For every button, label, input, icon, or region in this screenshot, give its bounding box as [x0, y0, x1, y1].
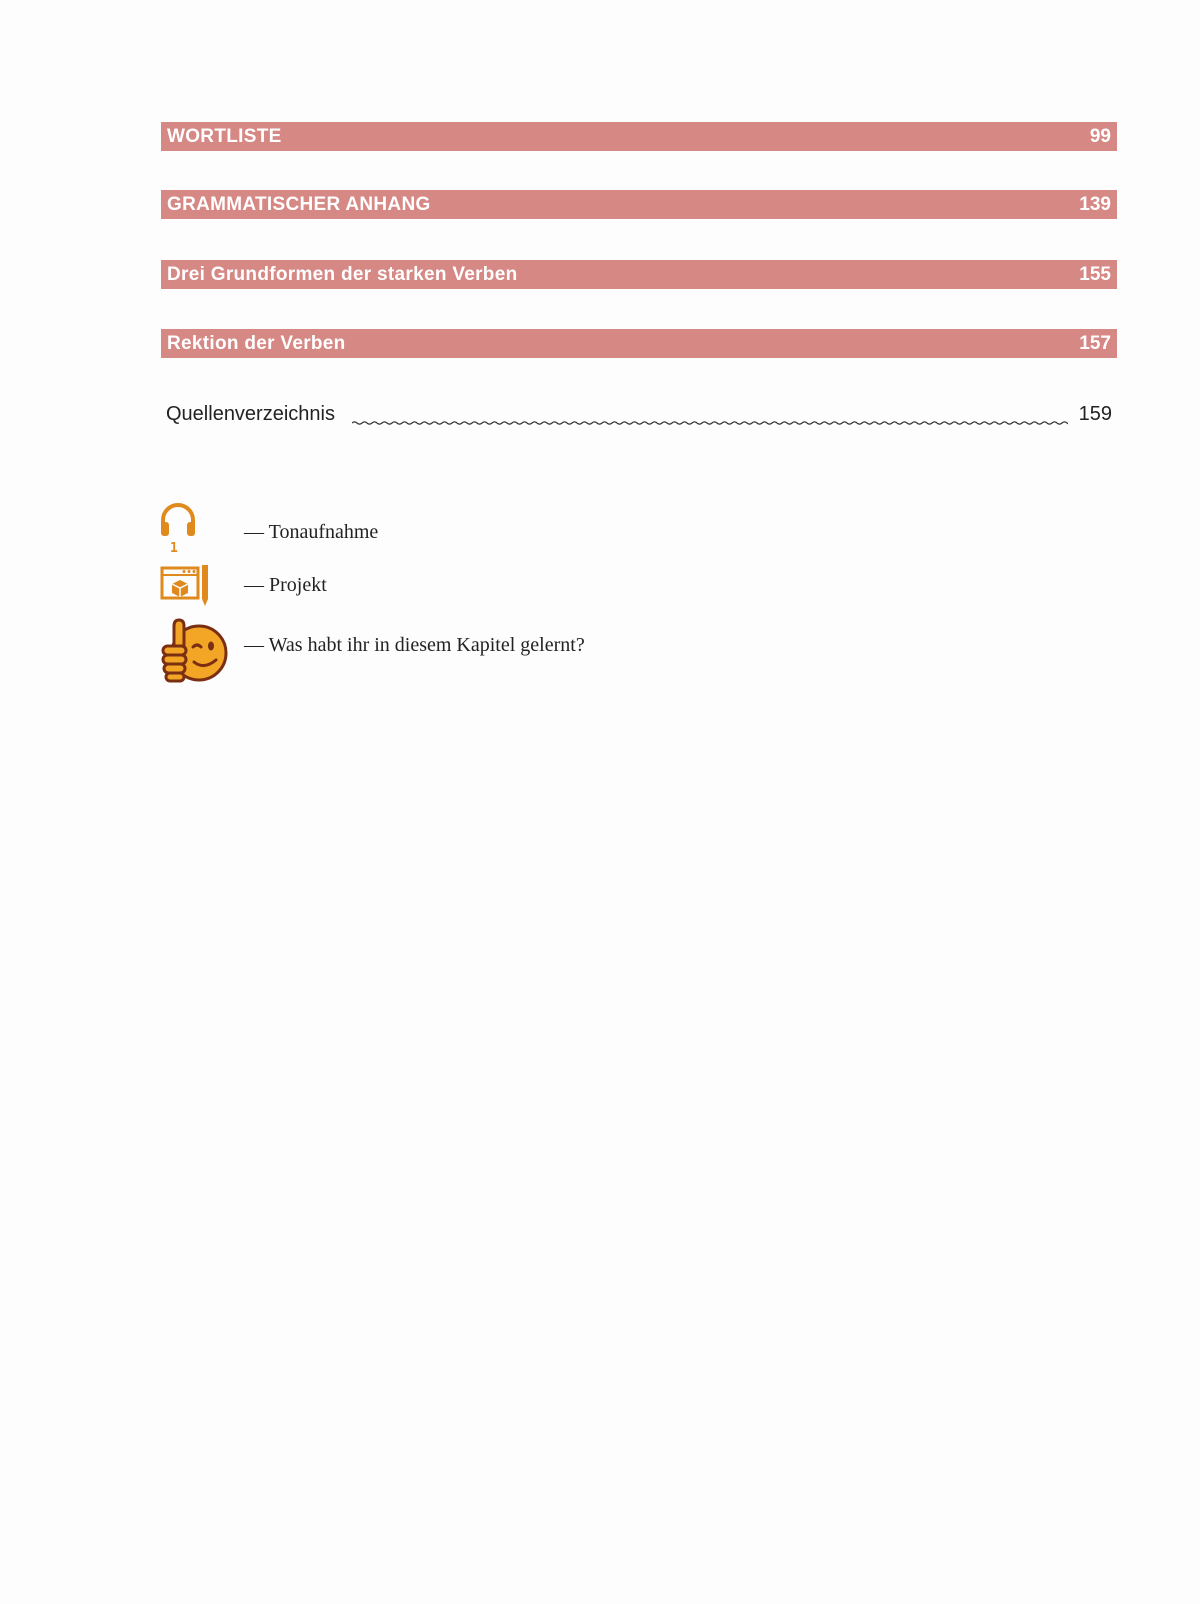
- toc-entry-page: 159: [1078, 403, 1112, 425]
- toc-entry-title: Quellenverzeichnis: [166, 403, 335, 425]
- track-number-badge: 1: [170, 541, 178, 556]
- toc-entry-quellenverzeichnis[interactable]: [166, 400, 1112, 432]
- legend-item-review: [160, 616, 760, 686]
- wavy-leader-line: [352, 418, 1068, 428]
- toc-entry-page: 139: [1079, 194, 1111, 215]
- legend-item-audio: [160, 503, 560, 559]
- toc-entry-title: Rektion der Verben: [167, 333, 346, 354]
- legend-item-project: [160, 564, 560, 608]
- project-icon: [160, 564, 214, 614]
- legend-label: — Tonaufnahme: [244, 521, 379, 543]
- toc-entry-grundformen[interactable]: [161, 260, 1117, 289]
- toc-entry-page: 155: [1079, 264, 1111, 285]
- toc-entry-page: 99: [1089, 126, 1111, 147]
- toc-entry-title: WORTLISTE: [167, 126, 282, 147]
- toc-entry-title: GRAMMATISCHER ANHANG: [167, 194, 431, 215]
- headphones-icon: [160, 503, 196, 556]
- legend-label: — Was habt ihr in diesem Kapitel gelernt?: [244, 634, 585, 656]
- toc-entry-page: 157: [1079, 333, 1111, 354]
- toc-entry-wortliste[interactable]: [161, 122, 1117, 151]
- legend-label: — Projekt: [244, 574, 327, 596]
- toc-entry-grammatischer-anhang[interactable]: [161, 190, 1117, 219]
- thumbs-up-smiley-icon: [160, 616, 230, 692]
- toc-entry-title: Drei Grundformen der starken Verben: [167, 264, 518, 285]
- toc-entry-rektion[interactable]: [161, 329, 1117, 358]
